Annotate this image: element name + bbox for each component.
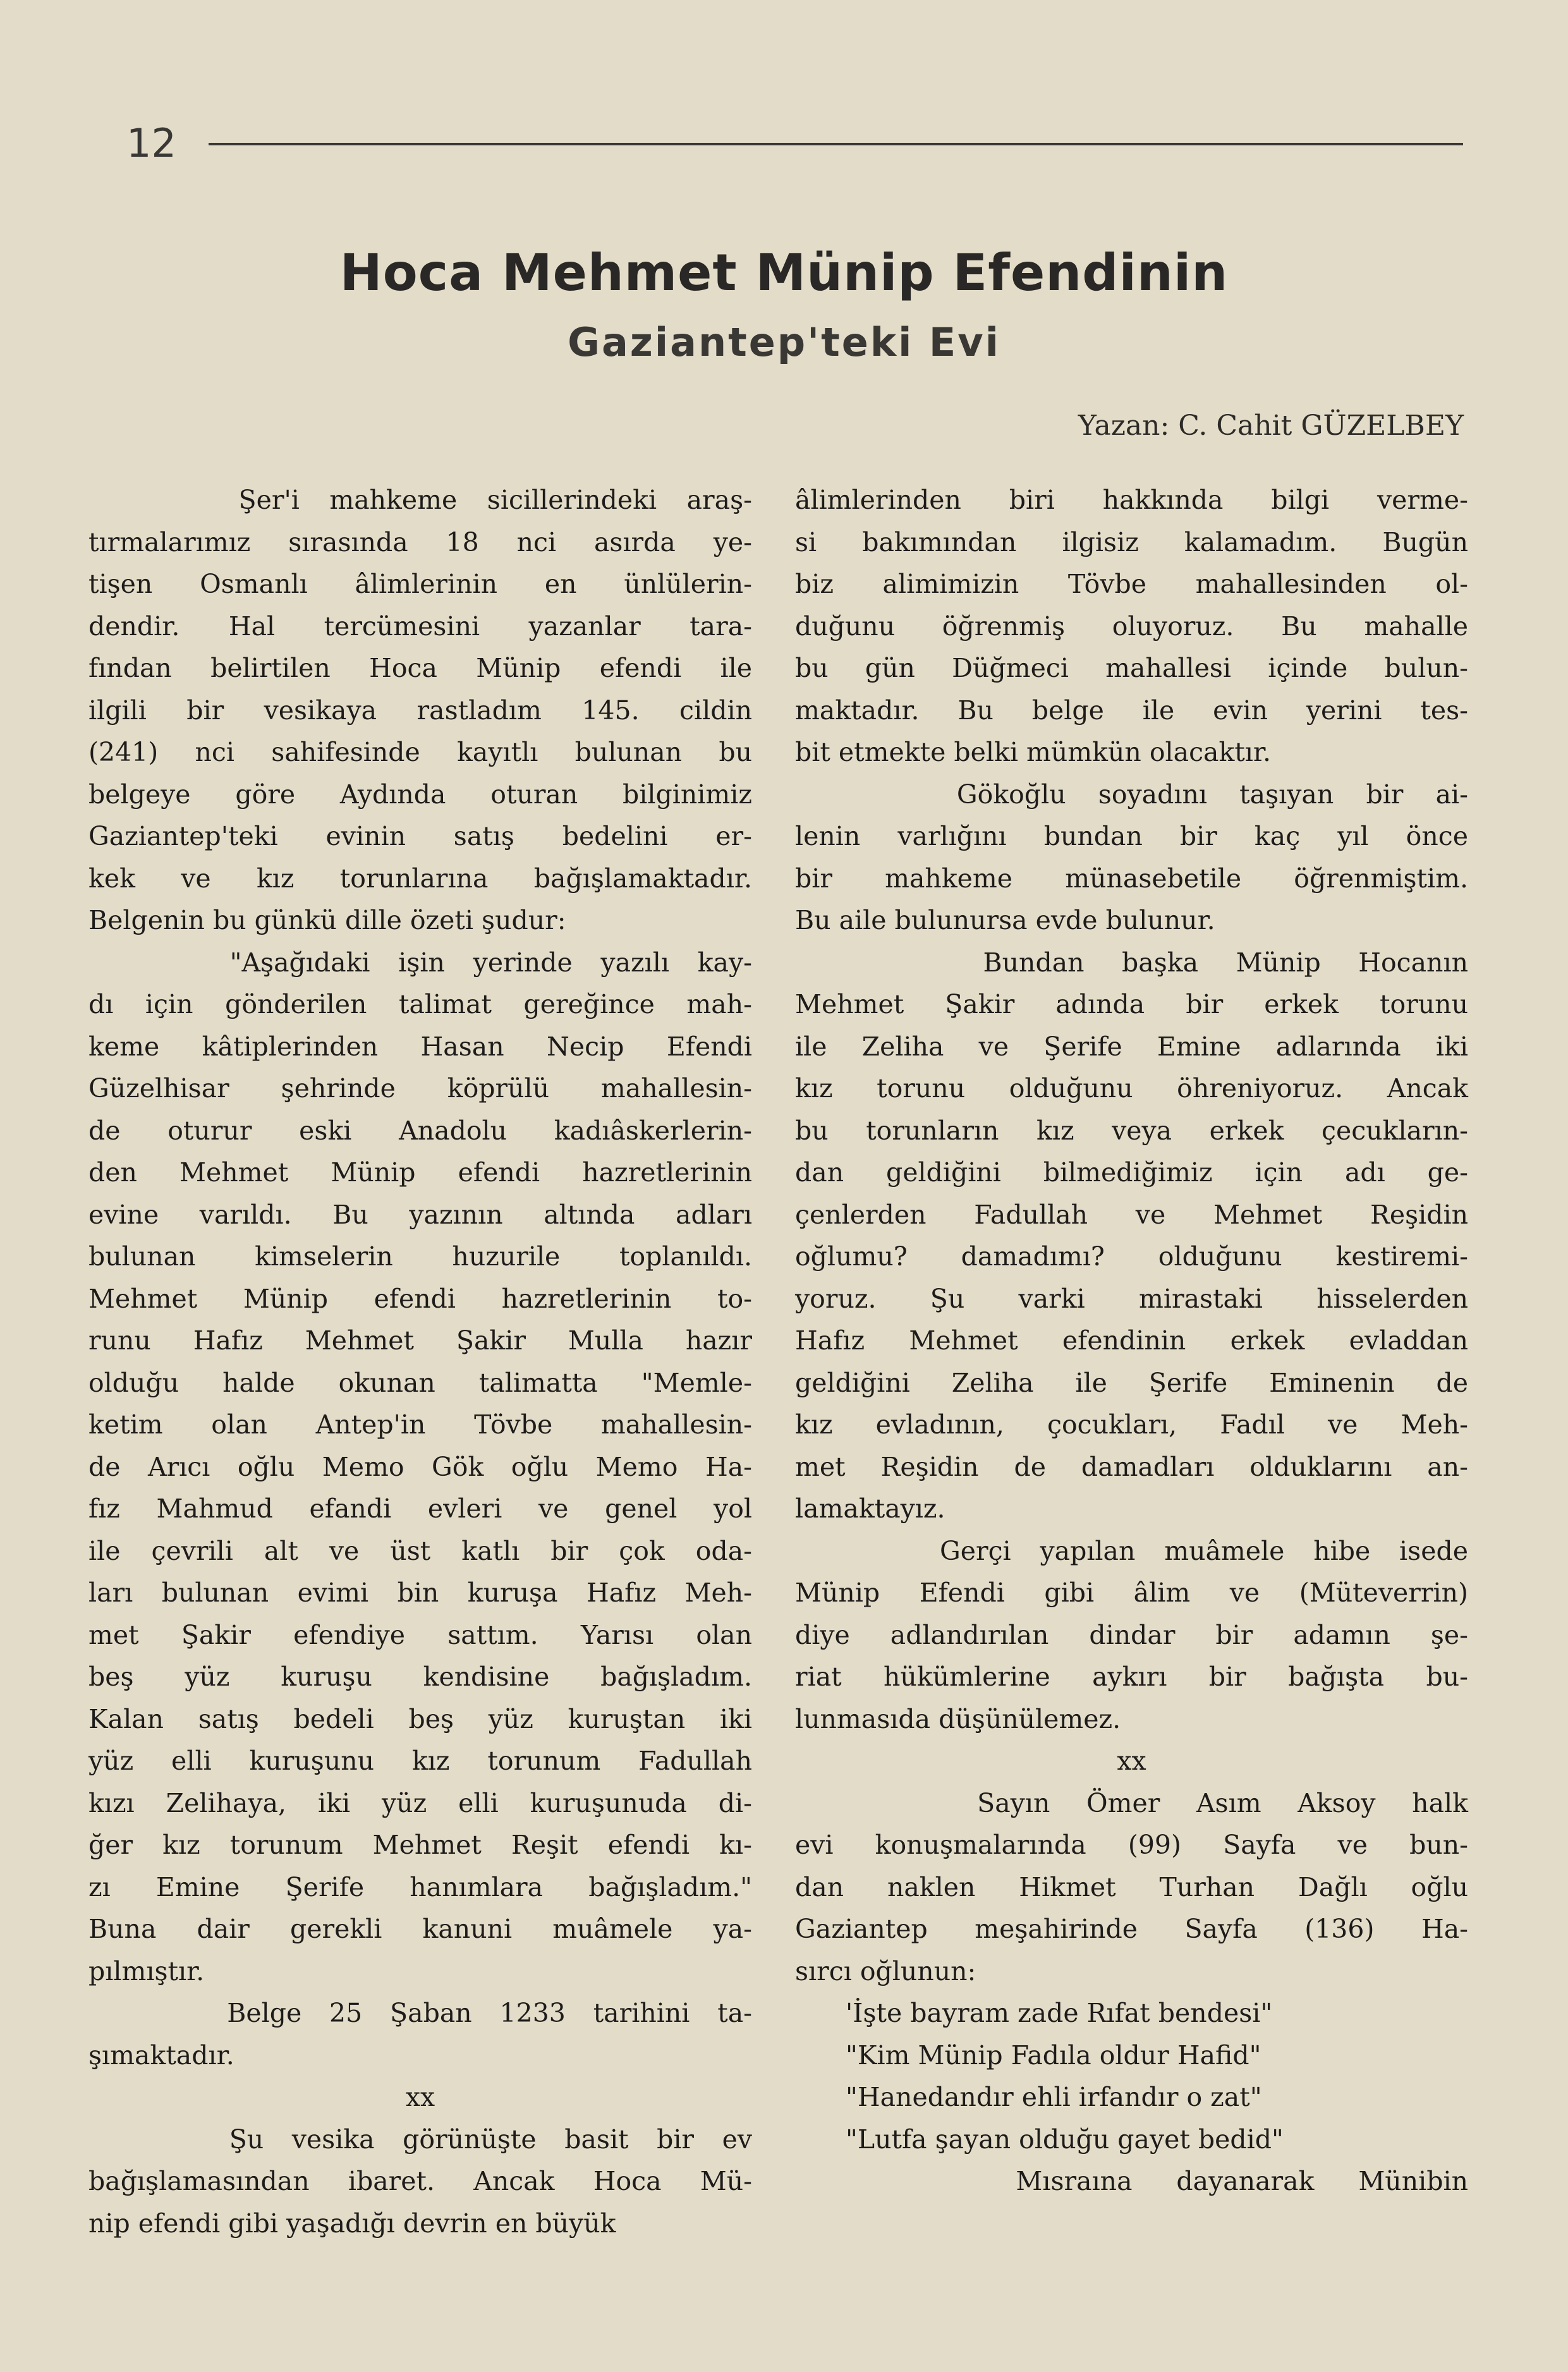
right_column-line: Gökoğlu soyadını taşıyan bir ai-: [795, 779, 1468, 810]
verse-line: "Lutfa şayan olduğu gayet bedid": [846, 2124, 1284, 2155]
article-title: Hoca Mehmet Münip Efendinin: [339, 243, 1229, 302]
left_column-line: de Arıcı oğlu Memo Gök oğlu Memo Ha-: [88, 1451, 752, 1482]
right_column-line: sırcı oğlunun:: [795, 1955, 976, 1986]
right_column-line: geldiğini Zeliha ile Şerife Eminenin de: [795, 1367, 1468, 1398]
right_column-line: xx: [1117, 1746, 1146, 1776]
right_column-line: lamaktayız.: [795, 1493, 945, 1524]
verse-line: "Kim Münip Fadıla oldur Hafid": [846, 2040, 1261, 2071]
right_column-line: yoruz. Şu varki mirastaki hisselerden: [795, 1283, 1468, 1314]
right_column-line: lenin varlığını bundan bir kaç yıl önce: [795, 821, 1468, 851]
right_column-line: bu gün Düğmeci mahallesi içinde bulun-: [795, 653, 1468, 683]
right_column-line: Mehmet Şakir adında bir erkek torunu: [795, 989, 1468, 1019]
left_column-line: "Aşağıdaki işin yerinde yazılı kay-: [88, 947, 752, 978]
right_column-line: riat hükümlerine aykırı bir bağışta bu-: [795, 1662, 1468, 1692]
right_column-line: duğunu öğrenmiş oluyoruz. Bu mahalle: [795, 611, 1468, 642]
right_column-line: Bundan başka Münip Hocanın: [795, 947, 1468, 978]
left_column-line: tırmalarımız sırasında 18 nci asırda ye-: [88, 526, 752, 557]
left_column-line: fından belirtilen Hoca Münip efendi ile: [88, 653, 752, 683]
author-byline: Yazan: C. Cahit GÜZELBEY: [1078, 410, 1464, 442]
right_column-line: bit etmekte belki mümkün olacaktır.: [795, 737, 1272, 767]
left_column-line: (241) nci sahifesinde kayıtlı bulunan bu: [88, 737, 752, 767]
left_column-line: Şu vesika görünüşte basit bir ev: [88, 2124, 752, 2155]
left_column-line: Güzelhisar şehrinde köprülü mahallesin-: [88, 1073, 752, 1104]
right_column-line: âlimlerinden biri hakkında bilgi verme-: [795, 485, 1468, 515]
left_column-line: kızı Zelihaya, iki yüz elli kuruşunuda di-: [88, 1787, 752, 1818]
right_column-line: si bakımından ilgisiz kalamadım. Bugün: [795, 526, 1468, 557]
left_column-line: runu Hafız Mehmet Şakir Mulla hazır: [88, 1325, 752, 1356]
left-text-column: [88, 479, 752, 2244]
verse-block: [795, 1992, 1468, 2160]
left_column-line: dı için gönderilen talimat gereğince mah-: [88, 989, 752, 1019]
right_column-line: evi konuşmalarında (99) Sayfa ve bun-: [795, 1830, 1468, 1860]
left_column-line: keme kâtiplerinden Hasan Necip Efendi: [88, 1031, 752, 1062]
left_column-line: belgeye göre Aydında oturan bilginimiz: [88, 779, 752, 810]
left_column-line: pılmıştır.: [88, 1955, 205, 1986]
left_column-line: den Mehmet Münip efendi hazretlerinin: [88, 1157, 752, 1188]
right_column-line: Sayın Ömer Asım Aksoy halk: [795, 1787, 1468, 1818]
right_column-line: Münip Efendi gibi âlim ve (Müteverrin): [795, 1578, 1468, 1608]
right_column-line: dan geldiğini bilmediğimiz için adı ge-: [795, 1157, 1468, 1188]
right_column-line: ile Zeliha ve Şerife Emine adlarında iki: [795, 1031, 1468, 1062]
right_column-line: kız torunu olduğunu öhreniyoruz. Ancak: [795, 1073, 1468, 1104]
left_column-line: Mehmet Münip efendi hazretlerinin to-: [88, 1283, 752, 1314]
right_column-line: maktadır. Bu belge ile evin yerini tes-: [795, 695, 1468, 726]
left_column-line: ğer kız torunum Mehmet Reşit efendi kı-: [88, 1830, 752, 1860]
left_column-line: beş yüz kuruşu kendisine bağışladım.: [88, 1662, 752, 1692]
left_column-line: ile çevrili alt ve üst katlı bir çok oda-: [88, 1535, 752, 1566]
left_column-line: xx: [405, 2082, 435, 2112]
left_column-line: evine varıldı. Bu yazının altında adları: [88, 1199, 752, 1230]
right_column-line: dan naklen Hikmet Turhan Dağlı oğlu: [795, 1871, 1468, 1902]
article-subtitle: Gaziantep'teki Evi: [568, 319, 1000, 365]
left_column-line: nip efendi gibi yaşadığı devrin en büyük: [88, 2208, 616, 2239]
right_column-line: Gaziantep meşahirinde Sayfa (136) Ha-: [795, 1914, 1468, 1944]
left_column-line: met Şakir efendiye sattım. Yarısı olan: [88, 1619, 752, 1650]
left_column-line: fız Mahmud efandi evleri ve genel yol: [88, 1493, 752, 1524]
right_column-line: met Reşidin de damadları olduklarını an-: [795, 1451, 1468, 1482]
header-rule: [209, 143, 1463, 145]
right_column-line: bir mahkeme münasebetile öğrenmiştim.: [795, 863, 1468, 894]
left_column-line: de oturur eski Anadolu kadıâskerlerin-: [88, 1115, 752, 1146]
left_column-line: Şer'i mahkeme sicillerindeki araş-: [88, 485, 752, 515]
right_column-line: Bu aile bulunursa evde bulunur.: [795, 905, 1215, 935]
right_column-line: Gerçi yapılan muâmele hibe isede: [795, 1535, 1468, 1566]
verse-line: "Hanedandır ehli irfandır o zat": [846, 2082, 1262, 2112]
left_column-line: şımaktadır.: [88, 2040, 234, 2071]
right_column-line: bu torunların kız veya erkek çecukların-: [795, 1115, 1468, 1146]
left_column-line: yüz elli kuruşunu kız torunum Fadullah: [88, 1746, 752, 1776]
left_column-line: Buna dair gerekli kanuni muâmele ya-: [88, 1914, 752, 1944]
left_column-line: Gaziantep'teki evinin satış bedelini er-: [88, 821, 752, 851]
left_column-line: tişen Osmanlı âlimlerinin en ünlülerin-: [88, 569, 752, 599]
right_column-line: lunmasıda düşünülemez.: [795, 1703, 1121, 1734]
right_column-line: Hafız Mehmet efendinin erkek evladdan: [795, 1325, 1468, 1356]
right_column-line: çenlerden Fadullah ve Mehmet Reşidin: [795, 1199, 1468, 1230]
verse-tail-line: Mısraına dayanarak Münibin: [795, 2166, 1468, 2196]
left_column-line: bağışlamasından ibaret. Ancak Hoca Mü-: [88, 2166, 752, 2196]
right-text-column: [795, 479, 1468, 2203]
left_column-line: ketim olan Antep'in Tövbe mahallesin-: [88, 1409, 752, 1440]
left_column-line: Kalan satış bedeli beş yüz kuruştan iki: [88, 1703, 752, 1734]
left_column-line: Belgenin bu günkü dille özeti şudur:: [88, 905, 566, 935]
left_column-line: ilgili bir vesikaya rastladım 145. cildin: [88, 695, 752, 726]
left_column-line: kek ve kız torunlarına bağışlamaktadır.: [88, 863, 752, 894]
right_column-line: oğlumu? damadımı? olduğunu kestiremi-: [795, 1241, 1468, 1272]
left_column-line: Belge 25 Şaban 1233 tarihini ta-: [88, 1998, 752, 2028]
left_column-line: dendir. Hal tercümesini yazanlar tara-: [88, 611, 752, 642]
right_column-line: biz alimimizin Tövbe mahallesinden ol-: [795, 569, 1468, 599]
right_column-line: diye adlandırılan dindar bir adamın şe-: [795, 1619, 1468, 1650]
left_column-line: olduğu halde okunan talimatta "Memle-: [88, 1367, 752, 1398]
left_column-line: ları bulunan evimi bin kuruşa Hafız Meh-: [88, 1578, 752, 1608]
right_column-line: kız evladının, çocukları, Fadıl ve Meh-: [795, 1409, 1468, 1440]
left_column-line: bulunan kimselerin huzurile toplanıldı.: [88, 1241, 752, 1272]
left_column-line: zı Emine Şerife hanımlara bağışladım.": [88, 1871, 752, 1902]
page-number: 12: [126, 120, 176, 166]
verse-line: 'İşte bayram zade Rıfat bendesi": [846, 1998, 1273, 2028]
